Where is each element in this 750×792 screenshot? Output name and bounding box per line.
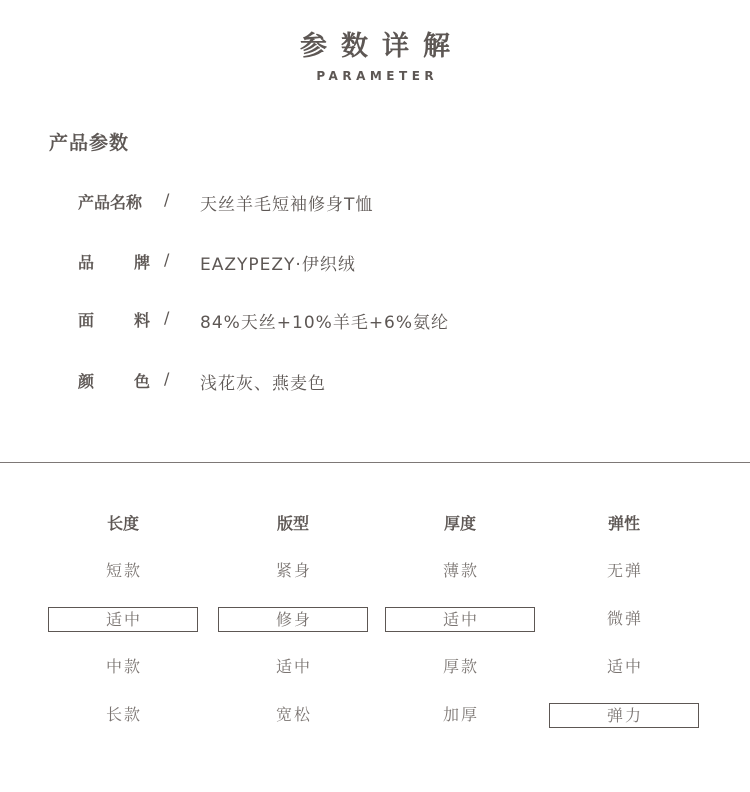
attribute-option: 宽松: [275, 705, 312, 724]
param-key: [78, 250, 150, 273]
attribute-option: 厚款: [442, 657, 479, 676]
attribute-option: 无弹: [606, 561, 643, 580]
param-key: [78, 308, 150, 331]
page-subtitle: PARAMETER: [316, 69, 439, 83]
attribute-header: 厚度: [443, 514, 476, 533]
attribute-option-selected: 适中: [385, 607, 535, 632]
attribute-option: 长款: [105, 705, 142, 724]
param-separator: /: [164, 250, 170, 269]
attribute-option-selected: 修身: [218, 607, 368, 632]
param-separator: /: [164, 369, 170, 388]
param-separator: /: [164, 190, 170, 209]
attribute-option: 薄款: [442, 561, 479, 580]
attribute-option-selected: 弹力: [549, 703, 699, 728]
section-heading: 产品参数: [49, 132, 130, 154]
attribute-header: 长度: [106, 514, 139, 533]
param-value: 84%天丝+10%羊毛+6%氨纶: [200, 313, 450, 333]
param-row-brand: [0, 250, 750, 278]
param-key-text: 色: [133, 372, 150, 391]
attribute-header: 弹性: [607, 514, 640, 533]
section-divider: [0, 462, 750, 463]
param-value: 浅花灰、燕麦色: [200, 374, 326, 394]
param-key-text: 品: [78, 253, 95, 272]
param-key-text: 面: [78, 311, 95, 330]
param-key: [78, 369, 150, 392]
attribute-option: 加厚: [442, 705, 479, 724]
param-row-color: [0, 369, 750, 397]
attribute-option: 微弹: [606, 609, 643, 628]
attribute-option: 适中: [606, 657, 643, 676]
attribute-option: 适中: [275, 657, 312, 676]
param-separator: /: [164, 308, 170, 327]
attribute-option: 紧身: [275, 561, 312, 580]
param-row-name: [0, 190, 750, 218]
param-key: [78, 190, 150, 213]
attribute-option: 短款: [105, 561, 142, 580]
page-title: 参数详解: [300, 31, 464, 62]
param-value: 天丝羊毛短袖修身T恤: [200, 195, 374, 215]
param-key-text: 颜: [78, 372, 95, 391]
param-value: EAZYPEZY·伊织绒: [200, 255, 356, 275]
attribute-header: 版型: [276, 514, 309, 533]
attribute-option-selected: 适中: [48, 607, 198, 632]
param-key-text: 料: [133, 311, 150, 330]
param-row-fabric: [0, 308, 750, 336]
attribute-option: 中款: [105, 657, 142, 676]
param-key-text: 产品名称: [78, 193, 143, 212]
param-key-text: 牌: [133, 253, 150, 272]
